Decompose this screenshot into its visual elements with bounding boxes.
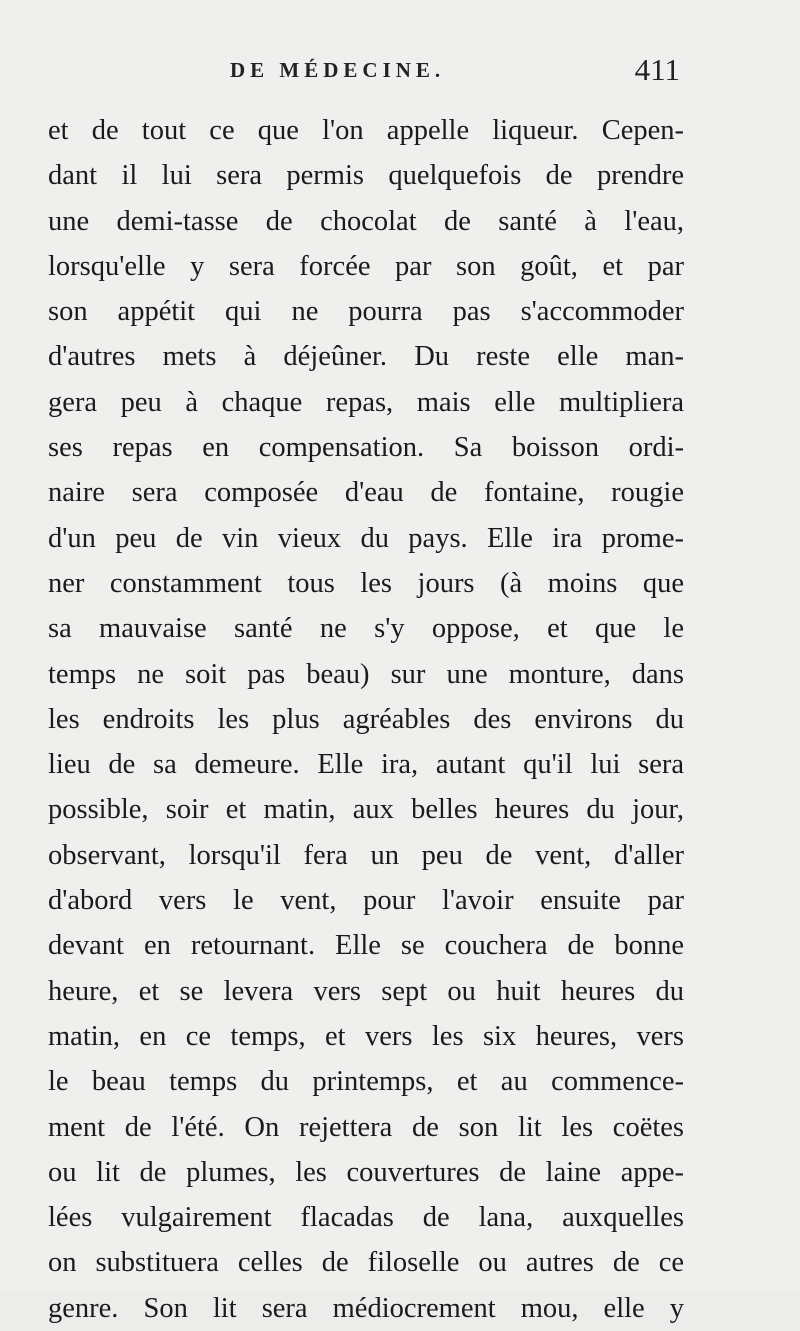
running-title: DE MÉDECINE. [230,58,446,82]
text-line: lorsqu'elle y sera forcée par son goût, et par [48,250,684,282]
text-line: ner constamment tous les jours (à moins que [48,567,684,599]
text-line: possible, soir et matin, aux belles heures du jour, [48,794,684,826]
text-line: gera peu à chaque repas, mais elle multipliera [48,386,684,418]
text-line: on substituera celles de filoselle ou autres de ce [48,1247,684,1279]
text-line: dant il lui sera permis quelquefois de prendre [48,160,684,192]
text-line: naire sera composée d'eau de fontaine, rougie [48,477,684,509]
text-line: d'autres mets à déjeûner. Du reste elle man- [48,341,684,373]
text-line: ou lit de plumes, les couvertures de laine appe- [48,1156,684,1188]
text-line: temps ne soit pas beau) sur une monture, dans [48,658,684,690]
text-line: heure, et se levera vers sept ou huit heures du [48,975,684,1007]
text-line: lées vulgairement flacadas de lana, auxquelles [48,1202,684,1234]
text-line: matin, en ce temps, et vers les six heures, vers [48,1020,684,1052]
text-line: ses repas en compensation. Sa boisson ordi- [48,432,684,464]
running-head [50,52,680,98]
text-line: et de tout ce que l'on appelle liqueur. Cepen- [48,115,684,146]
text-line: d'un peu de vin vieux du pays. Elle ira prome- [48,522,684,554]
text-line: les endroits les plus agréables des environs du [48,703,684,735]
text-line: d'abord vers le vent, pour l'avoir ensuite par [48,885,684,917]
text-line: le beau temps du printemps, et au commence- [48,1066,684,1098]
text-line: lieu de sa demeure. Elle ira, autant qu'il lui sera [48,749,684,781]
text-line: devant en retournant. Elle se couchera de bonne [48,930,684,962]
text-line: son appétit qui ne pourra pas s'accommoder [48,296,684,328]
page-number: 411 [634,52,680,87]
body-text [48,108,684,1331]
text-line: une demi-tasse de chocolat de santé à l'eau, [48,205,684,237]
text-line: sa mauvaise santé ne s'y oppose, et que le [48,613,684,645]
text-line: observant, lorsqu'il fera un peu de vent, d'aller [48,839,684,871]
text-line: genre. Son lit sera médiocrement mou, elle y [48,1292,684,1324]
text-line: ment de l'été. On rejettera de son lit les coëtes [48,1111,684,1143]
